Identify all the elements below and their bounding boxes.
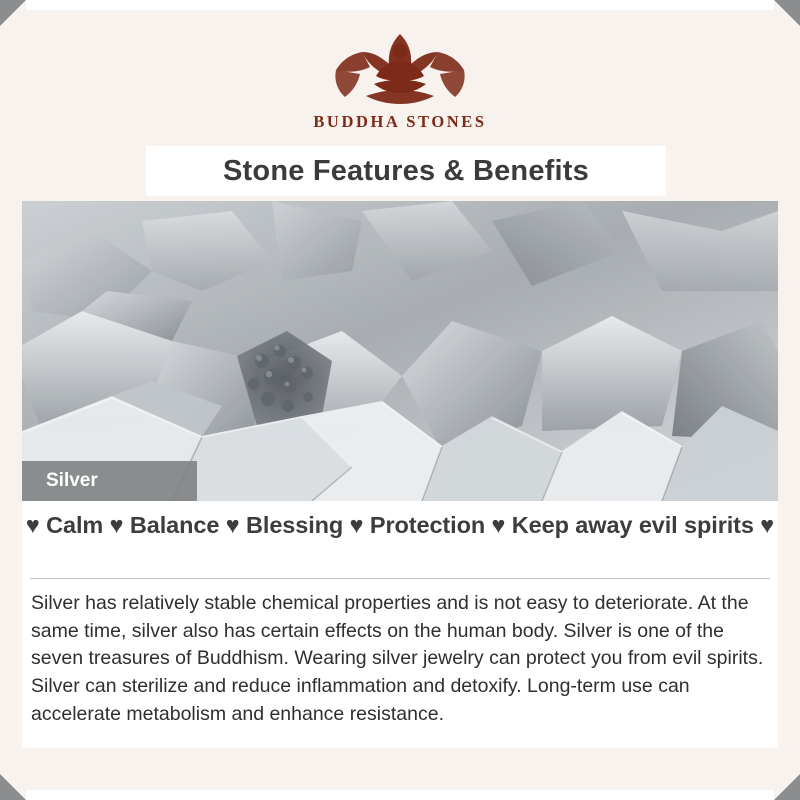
corner-wedge-top-right-icon: [774, 0, 800, 26]
corner-wedge-bottom-left-icon: [0, 774, 26, 800]
benefits-row: [0, 512, 800, 539]
divider: [30, 578, 770, 579]
bottom-divider-strip: [26, 790, 774, 800]
brand-logo: [0, 18, 800, 146]
description-text: Silver has relatively stable chemical properties and is not easy to deteriorate. At the same time, silver also has certain effects on the human body. Silver is one of the seven treasures of Buddhism. Wearing silver jewelry can protect you from evil spirits. Silver can sterilize and reduce inflammation and detoxify. Long-term use can accelerate metabolism and enhance resistance.: [31, 592, 764, 725]
lotus-meditation-figure-icon: [320, 18, 480, 110]
brand-name: BUDDHA STONES: [313, 112, 487, 131]
page-title: Stone Features & Benefits: [223, 154, 589, 187]
top-divider-strip: [26, 0, 774, 10]
hero-image: [22, 201, 778, 501]
stone-name: Silver: [46, 470, 98, 491]
stone-name-badge: [22, 461, 197, 501]
page-title-band: [146, 146, 666, 196]
benefits-line: ♥ Calm ♥ Balance ♥ Blessing ♥ Protection ♥ Keep away evil spirits ♥: [25, 512, 775, 538]
corner-wedge-top-left-icon: [0, 0, 26, 26]
corner-wedge-bottom-right-icon: [774, 774, 800, 800]
